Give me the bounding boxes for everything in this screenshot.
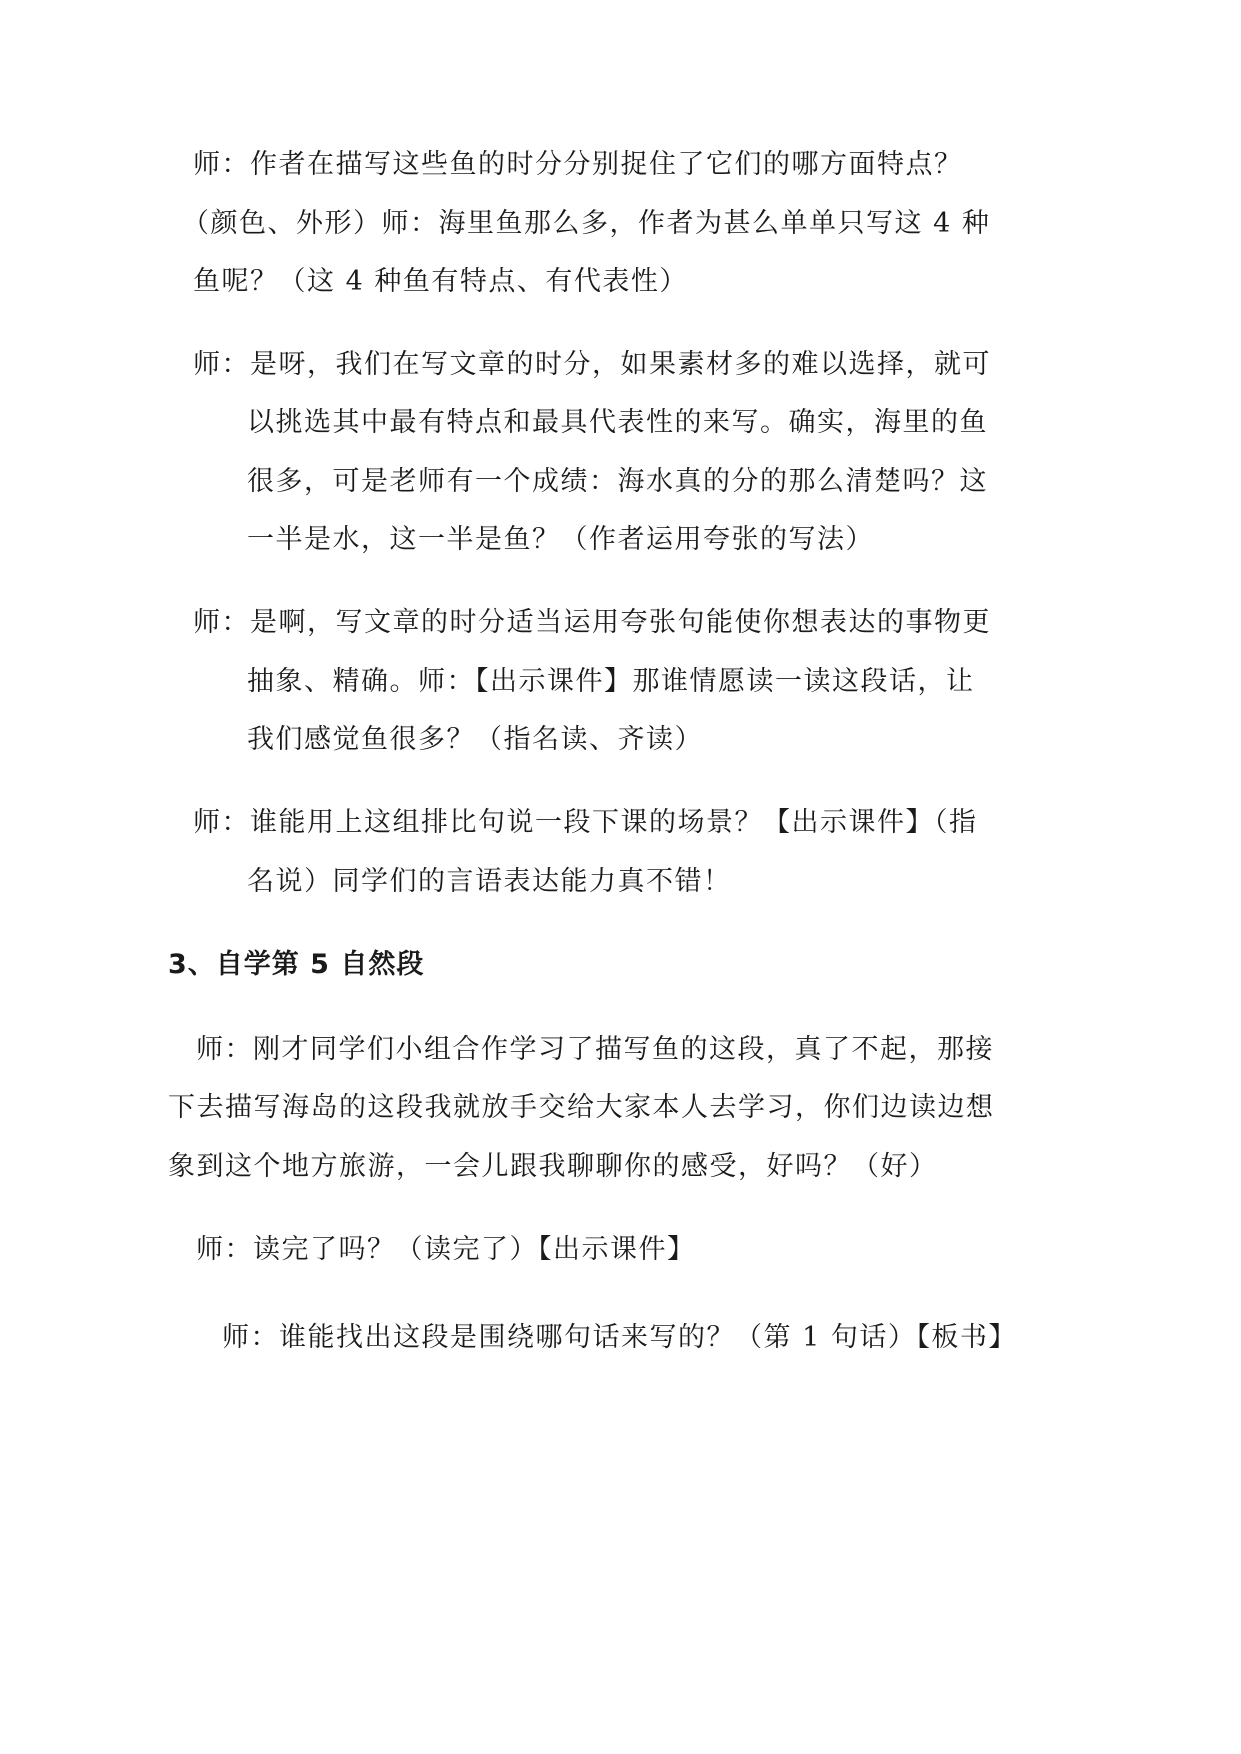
- paragraph-line: 师：是呀，我们在写文章的时分，如果素材多的难以选择，就可: [193, 349, 991, 380]
- paragraph-line: 象到这个地方旅游，一会儿跟我聊聊你的感受，好吗？（好）: [168, 1151, 938, 1182]
- paragraph-line: 师：刚才同学们小组合作学习了描写鱼的这段，真了不起，那接: [196, 1034, 994, 1065]
- section-heading: 3、自学第 5 自然段: [168, 949, 425, 980]
- paragraph-line: 很多，可是老师有一个成绩：海水真的分的那么清楚吗？这: [247, 466, 988, 497]
- paragraph-line: （颜色、外形）师：海里鱼那么多，作者为甚么单单只写这 4 种: [182, 208, 991, 239]
- paragraph-line: 师：读完了吗？（读完了）【出示课件】: [196, 1234, 696, 1265]
- paragraph-line: 师：作者在描写这些鱼的时分分别捉住了它们的哪方面特点？: [193, 149, 963, 180]
- paragraph-line: 以挑选其中最有特点和最具代表性的来写。确实，海里的鱼: [247, 407, 988, 438]
- paragraph-line: 抽象、精确。师：【出示课件】那谁情愿读一读这段话，让: [247, 666, 975, 697]
- paragraph-line: 师：谁能用上这组排比句说一段下课的场景？【出示课件】（指: [193, 807, 978, 838]
- paragraph-line: 师：是啊，写文章的时分适当运用夸张句能使你想表达的事物更: [193, 607, 991, 638]
- paragraph-line: 鱼呢？（这 4 种鱼有特点、有代表性）: [193, 266, 688, 297]
- paragraph-line: 一半是水，这一半是鱼？（作者运用夸张的写法）: [247, 524, 874, 555]
- paragraph-line: 师：谁能找出这段是围绕哪句话来写的？（第 1 句话）【板书】: [222, 1322, 1017, 1353]
- paragraph-line: 名说）同学们的言语表达能力真不错！: [247, 866, 732, 897]
- paragraph-line: 下去描写海岛的这段我就放手交给大家本人去学习，你们边读边想: [168, 1092, 995, 1123]
- paragraph-line: 我们感觉鱼很多？（指名读、齐读）: [247, 724, 703, 755]
